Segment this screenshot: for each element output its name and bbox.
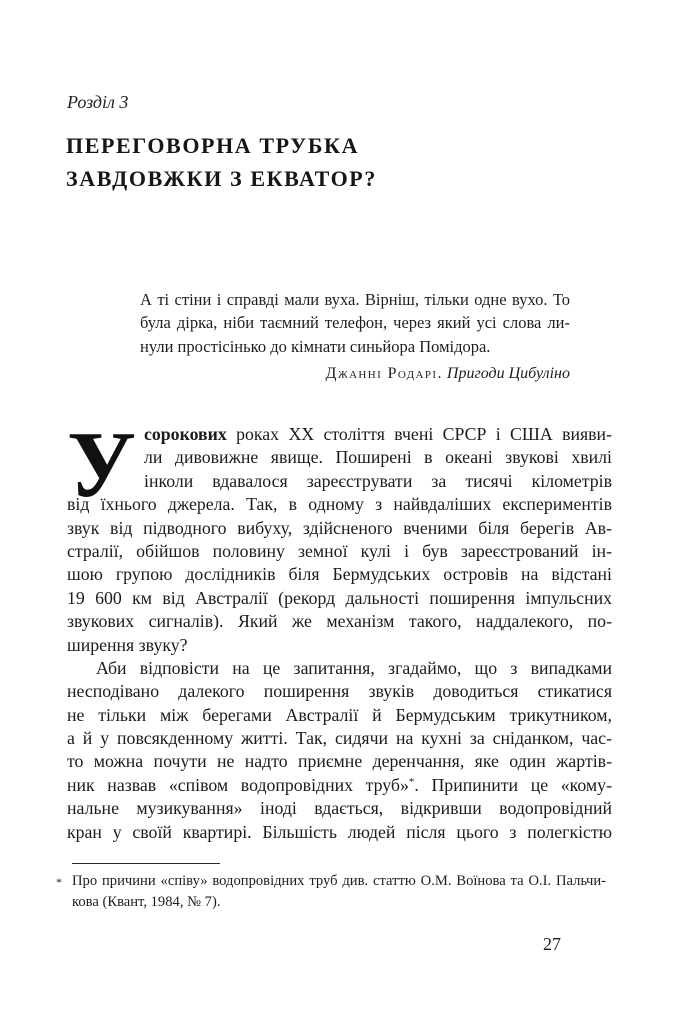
text-line: інколи вдавалося зареєструвати за тисячі кілометрів (144, 470, 612, 491)
text-line: стралії, обійшов половину земної кулі і був зареєстрований ін- (67, 540, 612, 561)
text-line: нальне музикування» іноді вдається, відкривши водопровідний (67, 798, 612, 819)
author-name: Джанні Родарі. (325, 364, 443, 382)
text-line-segment: ник назвав «співом водопровідних труб» (67, 774, 409, 795)
text-line (67, 774, 612, 797)
footnote-text (72, 871, 606, 912)
text-line (144, 423, 612, 446)
text-line: шою групою дослідників біля Бермудських островів на відстані (67, 564, 612, 585)
footnote (56, 871, 606, 912)
text-line: ли дивовижне явище. Поширені в океані звукові хвилі (144, 447, 612, 468)
lead-bold-word: сорокових (144, 424, 227, 444)
text-line: звук від підводного вибуху, здійсненого вченими біля берегів Ав- (67, 517, 612, 538)
text-line: звукових сигналів). Який же механізм такого, наддалекого, по- (67, 611, 612, 632)
body-text (67, 413, 612, 844)
epigraph-line: була дірка, ніби таємний телефон, через який усі слова ли- (140, 313, 570, 333)
page-number: 27 (543, 934, 561, 954)
text-line: 19 600 км від Австралії (рекорд дальності поширення імпульсних (67, 587, 612, 608)
chapter-title-line-2: ЗАВДОВЖКИ З ЕКВАТОР? (66, 166, 377, 191)
text-line: то можна почути не надто приємне деренчання, яке один жартів- (67, 751, 612, 772)
footnote-line: Про причини «співу» водопровідних труб див. статтю О.М. Воїнова та О.І. Пальчи- (72, 873, 606, 889)
text-line-segment: . Припинити це «кому- (414, 774, 612, 795)
footnote-separator-rule (72, 863, 220, 864)
chapter-title-line-1: ПЕРЕГОВОРНА ТРУБКА (66, 133, 360, 158)
epigraph-line: нули простісінько до кімнати синьйора Помідора. (140, 336, 491, 356)
footnote-reference-marker: * (408, 775, 415, 788)
chapter-title (66, 129, 377, 195)
text-line: несподівано далекого поширення звуків доводиться стикатися (67, 681, 612, 702)
text-line: ширення звуку? (67, 634, 188, 655)
epigraph-line: А ті стіни і справді мали вуха. Вірніш, тільки одне вухо. То (140, 290, 570, 309)
text-line: а й у повсякденному житті. Так, сидячи на кухні за сніданком, час- (67, 728, 612, 749)
work-title: Пригоди Цибуліно (442, 364, 570, 382)
epigraph-attribution (140, 362, 570, 385)
footnote-line: кова (Квант, 1984, № 7). (72, 893, 221, 910)
text-line: не тільки між берегами Австралії й Бермудським трикутником, (67, 704, 612, 725)
text-line-rest: роках ХХ століття вчені СРСР і США вияви- (226, 424, 612, 444)
paragraph-1 (67, 413, 612, 657)
text-line: від їхнього джерела. Так, в одному з найвдаліших експериментів (67, 494, 612, 515)
text-line: кран у своїй квартирі. Більшість людей після цього з полегкістю (67, 821, 612, 842)
chapter-label: Розділ 3 (67, 92, 129, 112)
text-line: Аби відповісти на це запитання, згадаймо, що з випадками (96, 657, 612, 678)
epigraph (140, 288, 570, 385)
footnote-marker: * (56, 875, 62, 889)
paragraph-2 (67, 657, 612, 844)
drop-cap: У (67, 413, 136, 517)
